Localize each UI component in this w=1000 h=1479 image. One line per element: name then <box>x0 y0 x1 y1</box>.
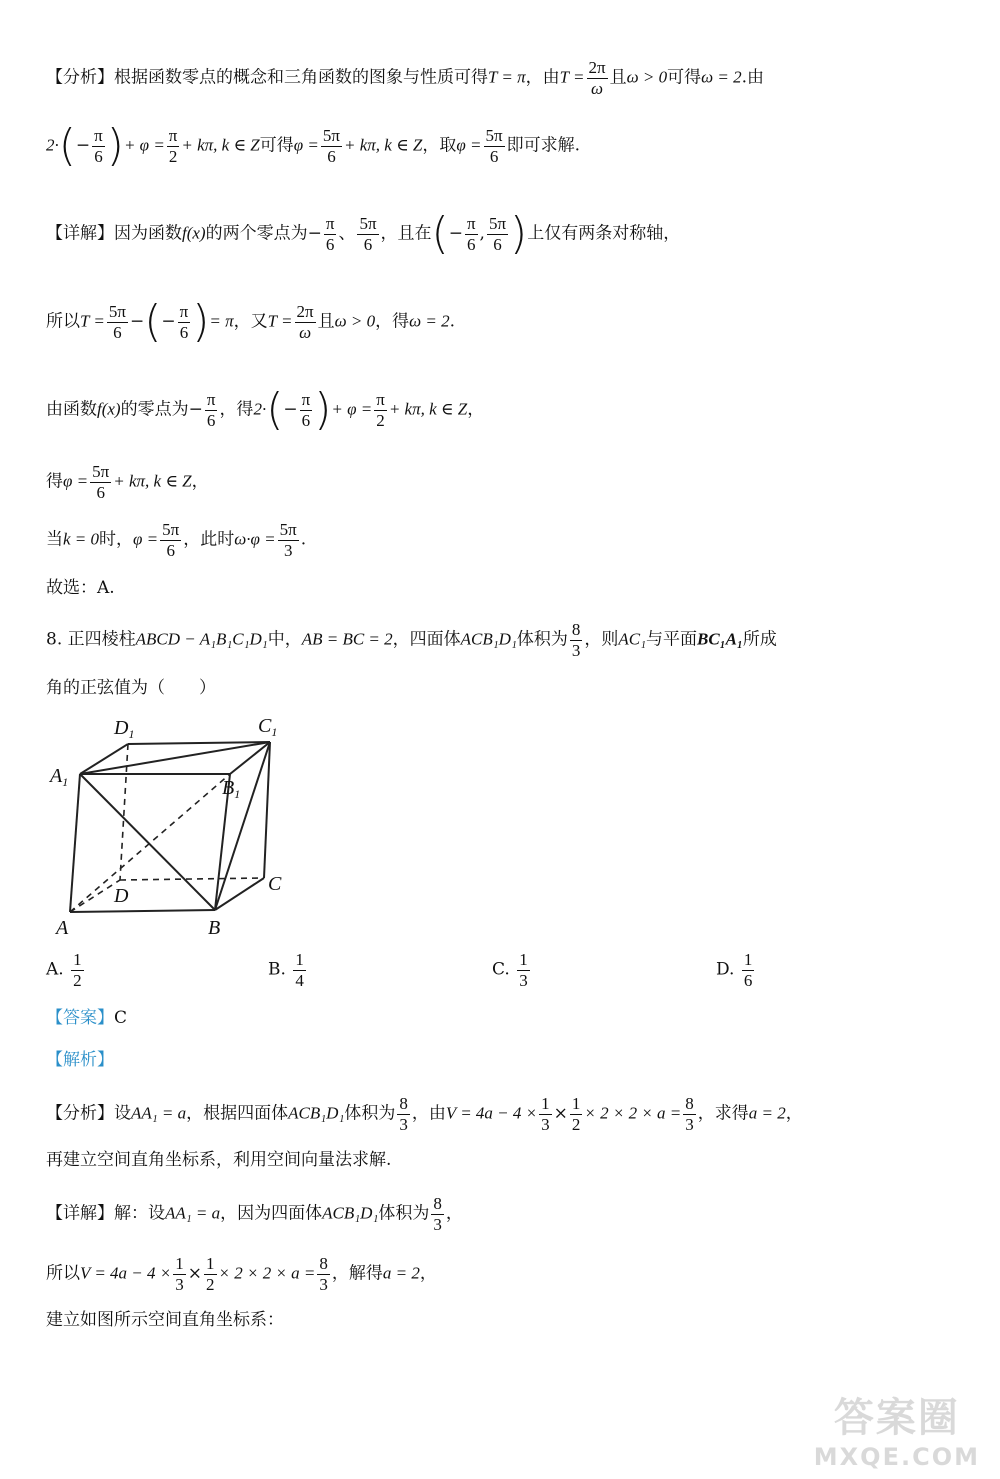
edge-ab1 <box>70 774 230 912</box>
fraction: $\frac{\pi}{6}$ <box>179 301 189 342</box>
text: ，由 <box>525 67 560 88</box>
math: ω = 2 <box>409 311 450 331</box>
analysis-2-paragraph-1 <box>46 1094 960 1134</box>
math: ACB₁D₁ <box>322 1203 379 1223</box>
math: − <box>307 223 322 244</box>
fraction: $\frac{1}{2}$ <box>73 950 82 990</box>
fraction: $\frac{\pi}{6}$ <box>206 389 216 430</box>
text: ，四面体 <box>392 629 461 650</box>
fraction: $\frac{2\pi}{\omega}$ <box>296 301 314 342</box>
option-b[interactable] <box>268 950 308 990</box>
text: 时， <box>99 529 134 550</box>
fraction: $\frac{1}{4}$ <box>295 950 304 990</box>
fraction: $\frac{5\pi}{6}$ <box>322 125 340 166</box>
edge-a1a <box>70 774 80 912</box>
text: 的零点为 <box>120 399 189 420</box>
math: AA₁ = a <box>165 1203 221 1223</box>
text: 可得 <box>667 67 702 88</box>
math: φ = <box>293 135 319 155</box>
text: ，则 <box>584 629 619 650</box>
math: 2· <box>253 399 267 419</box>
math: k = 0 <box>63 529 100 549</box>
text: 所成 <box>742 629 777 650</box>
left-paren: ( <box>431 208 449 259</box>
fraction: $\frac{1}{2}$ <box>571 1094 581 1134</box>
edge-a1b <box>80 774 215 910</box>
fraction: $\frac{8}{3}$ <box>571 620 581 660</box>
math: ACB₁D₁ <box>288 1103 345 1123</box>
right-paren: ) <box>510 208 528 259</box>
question-number: 8. <box>46 629 63 650</box>
math: BC₁A₁ <box>697 629 743 649</box>
math: − <box>75 135 91 156</box>
detail-tag: 【详解】 <box>46 1203 114 1224</box>
fraction: $\frac{1}{3}$ <box>175 1254 184 1294</box>
math: − <box>283 399 298 420</box>
math: + kπ, k ∈ Z <box>344 135 423 155</box>
math: ， <box>419 1263 437 1284</box>
label-B: B <box>208 917 221 939</box>
detail-paragraph-5 <box>46 520 960 560</box>
detail-2-paragraph-3 <box>46 1312 960 1329</box>
analysis-paragraph-1 <box>46 58 960 98</box>
math: + kπ, k ∈ Z <box>181 135 260 155</box>
math: ABCD − A₁B₁C₁D₁ <box>135 629 268 649</box>
math: . <box>300 529 307 550</box>
text: 再建立空间直角坐标系，利用空间向量法求解. <box>46 1150 392 1170</box>
fraction: $\frac{1}{3}$ <box>541 1094 550 1134</box>
option-letter: B. <box>268 959 286 980</box>
math: a = 2 <box>382 1263 420 1283</box>
prism-figure <box>40 712 305 944</box>
text: ，取 <box>422 135 457 156</box>
math: + φ = <box>123 135 165 155</box>
math: AB = BC = 2 <box>301 629 393 649</box>
math: ， <box>445 1203 463 1224</box>
edge-c1c <box>264 742 270 878</box>
math: , <box>479 223 485 244</box>
label-B1: $B_1$ <box>222 777 241 801</box>
detail-paragraph-3 <box>46 384 960 435</box>
fraction: $\frac{5\pi}{6}$ <box>162 520 180 560</box>
analysis-tag: 【分析】 <box>46 67 114 88</box>
option-a[interactable] <box>46 950 86 990</box>
text: ，解得 <box>331 1263 383 1284</box>
math: f(x) <box>182 223 206 243</box>
jiexi-tag: 【解析】 <box>46 1050 114 1070</box>
right-paren: ) <box>106 120 124 171</box>
text: 得 <box>46 471 63 492</box>
fraction: $\frac{8}{3}$ <box>399 1094 408 1134</box>
text: 故选：A. <box>46 578 115 598</box>
text: ，得 <box>375 311 410 332</box>
math: − <box>448 223 463 244</box>
analysis-2-paragraph-2 <box>46 1152 960 1169</box>
text: 根据函数零点的概念和三角函数的图象与性质可得 <box>114 67 488 88</box>
math: φ = <box>63 471 89 491</box>
left-paren: ( <box>266 384 284 435</box>
fraction: $\frac{8}{3}$ <box>319 1254 328 1294</box>
math: + kπ, k ∈ Z <box>113 471 192 491</box>
label-A1: $A_1$ <box>50 765 69 789</box>
math: − <box>129 311 145 332</box>
edge-ad <box>70 880 120 912</box>
math: T = π <box>488 67 526 87</box>
math: + kπ, k ∈ Z <box>388 399 468 419</box>
math: ω > 0 <box>334 311 376 331</box>
text: 可得 <box>259 135 294 156</box>
edge-dc <box>120 878 264 880</box>
math: ω·φ = <box>234 529 276 549</box>
fraction: $\frac{5\pi}{6}$ <box>359 213 377 254</box>
label-C1: $C_1$ <box>258 715 278 739</box>
detail-paragraph-1 <box>46 208 960 259</box>
math: ω = 2 <box>701 67 742 87</box>
math: × 2 × 2 × a = <box>584 1103 682 1123</box>
text: 所以 <box>46 311 80 332</box>
detail-2-paragraph-2 <box>46 1254 960 1294</box>
math: − <box>161 311 176 332</box>
math: ， <box>191 471 209 492</box>
text: ，又 <box>233 311 268 332</box>
label-A: A <box>56 917 69 939</box>
option-letter: A. <box>46 959 64 980</box>
text: ，求得 <box>697 1103 749 1124</box>
label-D: D <box>114 885 129 907</box>
text: 与平面 <box>646 629 698 650</box>
detail-paragraph-2 <box>46 296 960 347</box>
text: 解：设 <box>114 1203 165 1224</box>
text: ，得 <box>219 399 254 420</box>
math: × 2 × 2 × a = <box>218 1263 316 1283</box>
question-8-cont <box>46 680 960 697</box>
fraction: $\frac{\pi}{2}$ <box>168 125 178 166</box>
text: 体积为 <box>516 629 568 650</box>
math: ， <box>785 1103 803 1124</box>
edge-c1b <box>215 742 270 910</box>
watermark-en: MXQE.COM <box>813 1443 980 1471</box>
label-D1: $D_1$ <box>114 717 135 741</box>
math: T = <box>80 311 105 331</box>
text: ，因为四面体 <box>220 1203 323 1224</box>
text: ，此时 <box>183 529 235 550</box>
edge-bc <box>215 878 264 910</box>
option-letter: C. <box>492 959 510 980</box>
math: ， <box>467 399 485 420</box>
math: + φ = <box>331 399 373 419</box>
math: AA₁ = a <box>131 1103 187 1123</box>
text: 角的正弦值为（ ） <box>46 678 216 698</box>
answer-line <box>46 1010 960 1027</box>
edge-ab <box>70 910 215 912</box>
right-paren: ) <box>314 384 332 435</box>
text: 因为函数 <box>114 223 182 244</box>
math: φ = <box>133 529 159 549</box>
fraction: $\frac{\pi}{6}$ <box>94 125 103 166</box>
fraction: $\frac{\pi}{6}$ <box>325 213 335 254</box>
left-paren: ( <box>144 296 162 347</box>
fraction: $\frac{1}{6}$ <box>743 950 753 990</box>
text: 中， <box>267 629 302 650</box>
text: 所以 <box>46 1263 80 1284</box>
fraction: $\frac{5\pi}{6}$ <box>488 213 507 254</box>
label-C: C <box>268 873 282 895</box>
text: 即可求解. <box>506 135 581 156</box>
watermark-cn: 答案圈 <box>833 1395 960 1441</box>
answer-tag: 【答案】 <box>46 1008 114 1028</box>
option-letter: D. <box>716 959 735 980</box>
question-8 <box>46 620 960 660</box>
text: 体积为 <box>378 1203 430 1224</box>
fraction: $\frac{5\pi}{6}$ <box>485 125 503 166</box>
text: 体积为 <box>344 1103 396 1124</box>
math: ω > 0 <box>626 67 668 87</box>
edge-d1c1 <box>128 742 270 744</box>
fraction: $\frac{5\pi}{6}$ <box>92 462 110 502</box>
text: 上仅有两条对称轴， <box>527 223 681 244</box>
detail-tag: 【详解】 <box>46 223 114 244</box>
fraction: $\frac{5\pi}{3}$ <box>279 520 297 560</box>
edge-d1d <box>120 744 128 880</box>
text: ，由 <box>411 1103 446 1124</box>
math: f(x) <box>97 399 121 419</box>
math: AC₁ <box>618 629 647 649</box>
math: − <box>188 399 203 420</box>
math: φ = <box>456 135 482 155</box>
fraction: $\frac{\pi}{6}$ <box>301 389 311 430</box>
text: 设 <box>114 1103 131 1124</box>
fraction: $\frac{8}{3}$ <box>685 1094 694 1134</box>
math: 2· <box>46 135 59 155</box>
text: 且 <box>609 67 627 88</box>
text: ，根据四面体 <box>186 1103 289 1124</box>
math: . <box>449 311 455 332</box>
math: × <box>187 1263 202 1284</box>
text: ，且在 <box>380 223 432 244</box>
detail-paragraph-6 <box>46 580 960 597</box>
math: T = <box>267 311 293 331</box>
detail-paragraph-4 <box>46 462 960 502</box>
text: 正四棱柱 <box>67 629 136 650</box>
watermark <box>814 1386 980 1471</box>
text: .由 <box>741 67 764 88</box>
text: 的两个零点为 <box>205 223 308 244</box>
fraction: $\frac{\pi}{6}$ <box>466 213 476 254</box>
math: T = <box>559 67 585 87</box>
fraction: $\frac{5\pi}{6}$ <box>108 301 126 342</box>
edge-a1c1 <box>80 742 270 774</box>
right-paren: ) <box>192 296 210 347</box>
left-paren: ( <box>58 120 76 171</box>
math: V = 4a − 4 × <box>80 1263 172 1283</box>
option-c[interactable] <box>492 950 532 990</box>
math: a = 2 <box>748 1103 786 1123</box>
fraction: $\frac{\pi}{2}$ <box>376 389 385 430</box>
text: 由函数 <box>46 399 97 420</box>
fraction: $\frac{8}{3}$ <box>433 1194 442 1234</box>
option-d[interactable] <box>716 950 756 990</box>
fraction: $\frac{2\pi}{\omega}$ <box>588 58 606 98</box>
math: = π <box>209 311 234 331</box>
math: ACB₁D₁ <box>460 629 517 649</box>
math: V = 4a − 4 × <box>445 1103 538 1123</box>
math: 、 <box>338 223 356 244</box>
text: 建立如图所示空间直角坐标系： <box>46 1310 284 1330</box>
fraction: $\frac{1}{3}$ <box>519 950 528 990</box>
text: 当 <box>46 529 63 550</box>
analysis-paragraph-2 <box>46 120 960 171</box>
fraction: $\frac{1}{2}$ <box>206 1254 215 1294</box>
analysis-tag: 【分析】 <box>46 1103 114 1124</box>
math: × <box>553 1103 568 1124</box>
answer-value: C <box>114 1008 128 1028</box>
jiexi-line <box>46 1052 960 1069</box>
text: 且 <box>317 311 335 332</box>
detail-2-paragraph-1 <box>46 1194 960 1234</box>
